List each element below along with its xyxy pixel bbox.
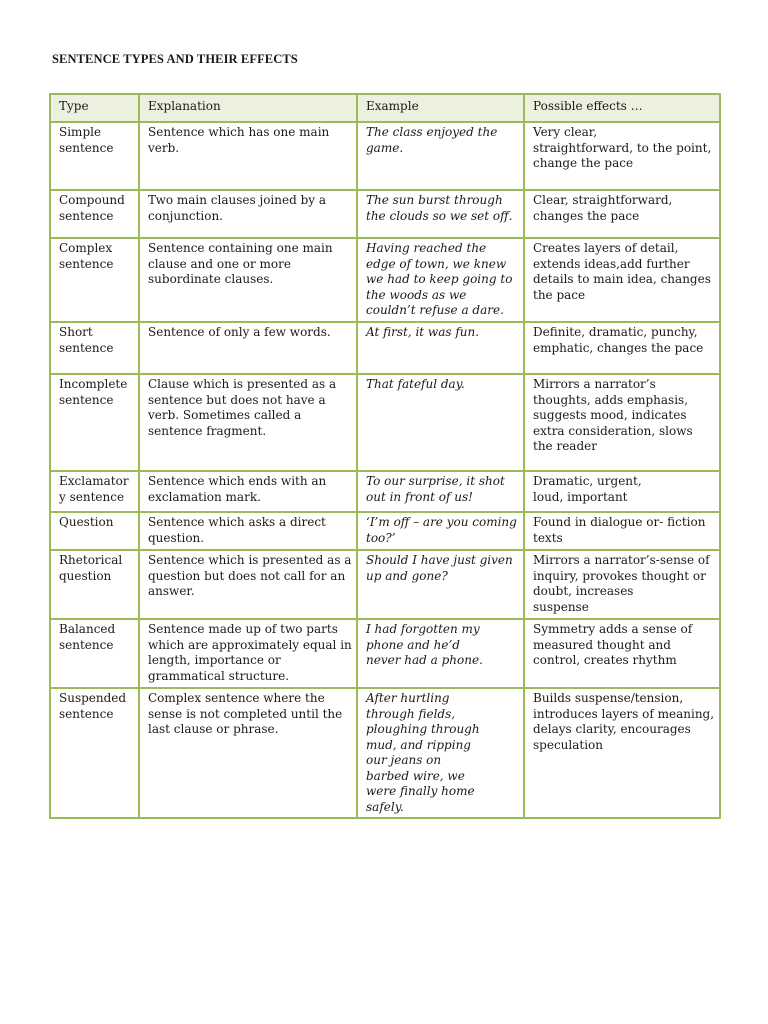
example-cell: To our surprise, it shot out in front of us! xyxy=(357,471,524,512)
example-cell: Should I have just given up and gone? xyxy=(357,550,524,619)
table-row xyxy=(50,688,720,818)
example-cell: ‘I’m off – are you coming too?’ xyxy=(357,512,524,550)
effects-cell: Mirrors a narrator’s thoughts, adds emphasis, suggests mood, indicates extra consideration, slows the reader xyxy=(524,374,720,471)
explanation-cell: Sentence which asks a direct question. xyxy=(139,512,357,550)
table-row xyxy=(50,550,720,619)
example-cell: I had forgotten my phone and he’d never had a phone. xyxy=(357,619,524,688)
table-row xyxy=(50,512,720,550)
explanation-cell: Two main clauses joined by a conjunction. xyxy=(139,190,357,238)
explanation-cell: Sentence containing one main clause and one or more subordinate clauses. xyxy=(139,238,357,322)
explanation-cell: Clause which is presented as a sentence but does not have a verb. Sometimes called a sentence fragment. xyxy=(139,374,357,471)
effects-cell: Clear, straightforward, changes the pace xyxy=(524,190,720,238)
effects-cell: Mirrors a narrator’s-sense of inquiry, provokes thought or doubt, increases suspense xyxy=(524,550,720,619)
explanation-cell: Sentence which has one main verb. xyxy=(139,122,357,190)
example-cell: After hurtling through fields, ploughing through mud, and ripping our jeans on barbed wire, we were finally home safely. xyxy=(357,688,524,818)
explanation-cell: Sentence made up of two parts which are approximately equal in length, importance or grammatical structure. xyxy=(139,619,357,688)
effects-cell: Symmetry adds a sense of measured thought and control, creates rhythm xyxy=(524,619,720,688)
table-row xyxy=(50,471,720,512)
effects-cell: Definite, dramatic, punchy, emphatic, changes the pace xyxy=(524,322,720,374)
example-cell: That fateful day. xyxy=(357,374,524,471)
example-cell: Having reached the edge of town, we knew we had to keep going to the woods as we couldn’t refuse a dare. xyxy=(357,238,524,322)
table-row xyxy=(50,322,720,374)
explanation-cell: Sentence of only a few words. xyxy=(139,322,357,374)
page-title: SENTENCE TYPES AND THEIR EFFECTS xyxy=(52,52,298,66)
header-explanation: Explanation xyxy=(139,94,357,122)
explanation-cell: Sentence which is presented as a question but does not call for an answer. xyxy=(139,550,357,619)
table-row xyxy=(50,374,720,471)
header-effects: Possible effects … xyxy=(524,94,720,122)
table-row xyxy=(50,619,720,688)
table-header-row xyxy=(50,94,720,122)
effects-cell: Creates layers of detail, extends ideas,add further details to main idea, changes the pace xyxy=(524,238,720,322)
effects-cell: Very clear, straightforward, to the point, change the pace xyxy=(524,122,720,190)
type-cell: Incomplete sentence xyxy=(50,374,139,471)
type-cell: Exclamator y sentence xyxy=(50,471,139,512)
type-cell: Compound sentence xyxy=(50,190,139,238)
type-cell: Short sentence xyxy=(50,322,139,374)
example-cell: At first, it was fun. xyxy=(357,322,524,374)
type-cell: Rhetorical question xyxy=(50,550,139,619)
explanation-cell: Sentence which ends with an exclamation mark. xyxy=(139,471,357,512)
table-row xyxy=(50,190,720,238)
header-type: Type xyxy=(50,94,139,122)
table-row xyxy=(50,238,720,322)
type-cell: Complex sentence xyxy=(50,238,139,322)
effects-cell: Builds suspense/tension, introduces layers of meaning, delays clarity, encourages speculation xyxy=(524,688,720,818)
type-cell: Question xyxy=(50,512,139,550)
type-cell: Suspended sentence xyxy=(50,688,139,818)
sentence-types-table xyxy=(49,93,721,819)
header-example: Example xyxy=(357,94,524,122)
example-cell: The sun burst through the clouds so we set off. xyxy=(357,190,524,238)
effects-cell: Found in dialogue or- fiction texts xyxy=(524,512,720,550)
explanation-cell: Complex sentence where the sense is not completed until the last clause or phrase. xyxy=(139,688,357,818)
effects-cell: Dramatic, urgent, loud, important xyxy=(524,471,720,512)
type-cell: Simple sentence xyxy=(50,122,139,190)
type-cell: Balanced sentence xyxy=(50,619,139,688)
table-row xyxy=(50,122,720,190)
example-cell: The class enjoyed the game. xyxy=(357,122,524,190)
